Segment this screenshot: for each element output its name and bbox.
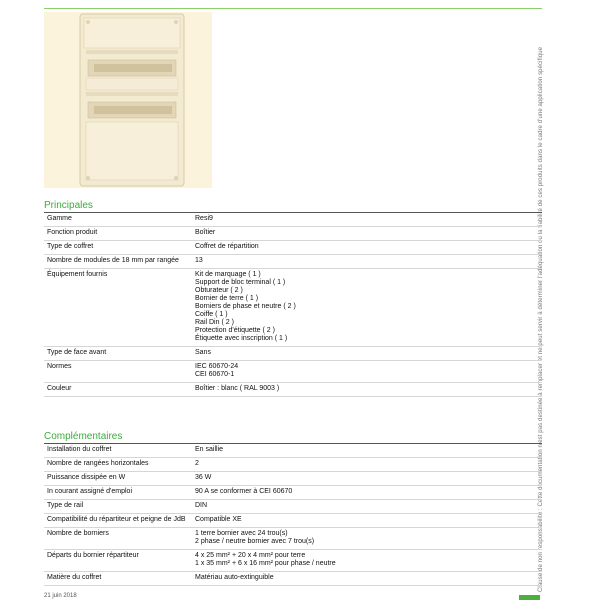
spec-row — [44, 528, 542, 550]
spec-value — [189, 383, 542, 397]
spec-row — [44, 550, 542, 572]
spec-row — [44, 269, 542, 347]
spec-label: Nombre de modules de 18 mm par rangée — [47, 257, 179, 264]
spec-label: Normes — [47, 363, 72, 370]
spec-value-line: 2 phase / neutre bornier avec 7 trou(s) — [195, 538, 315, 545]
spec-label: Nombre de rangées horizontales — [47, 460, 149, 467]
spec-value-line: Protection d'étiquette ( 2 ) — [195, 327, 275, 334]
spec-value-line: 90 A se conformer à CEI 60670 — [195, 488, 293, 495]
footer-date: 21 juin 2018 — [44, 593, 77, 599]
spec-value-line: Borniers de phase et neutre ( 2 ) — [195, 303, 296, 310]
spec-value-line: Resi9 — [195, 215, 213, 222]
spec-value — [189, 213, 542, 227]
spec-value-line: Sans — [195, 349, 211, 356]
spec-row — [44, 514, 542, 528]
spec-row — [44, 472, 542, 486]
spec-value-line: Étiquette avec inscription ( 1 ) — [195, 335, 288, 342]
spec-value — [189, 361, 542, 383]
spec-value — [189, 472, 542, 486]
spec-row — [44, 486, 542, 500]
spec-value — [189, 347, 542, 361]
spec-row — [44, 227, 542, 241]
spec-value — [189, 550, 542, 572]
spec-value-line: 1 terre bornier avec 24 trou(s) — [195, 530, 288, 537]
spec-label: Type de coffret — [47, 243, 94, 250]
spec-row — [44, 213, 542, 227]
spec-value-line: Boîtier — [195, 229, 216, 236]
spec-value-line: Boîtier : blanc ( RAL 9003 ) — [195, 385, 280, 392]
principales-title: Principales — [44, 200, 93, 211]
spec-label: Gamme — [47, 215, 72, 222]
spec-value — [189, 444, 542, 458]
product-image — [44, 12, 212, 188]
spec-label: Fonction produit — [47, 229, 98, 236]
spec-row — [44, 361, 542, 383]
complementaires-table — [44, 443, 542, 586]
spec-label: Compatibilité du répartiteur et peigne de JdB — [47, 516, 186, 523]
spec-value-line: Bornier de terre ( 1 ) — [195, 295, 259, 302]
spec-value — [189, 500, 542, 514]
spec-value-line: Obturateur ( 2 ) — [195, 287, 243, 294]
spec-value — [189, 528, 542, 550]
enclosure-illustration — [44, 12, 212, 188]
spec-value — [189, 572, 542, 586]
spec-label: Nombre de borniers — [47, 530, 109, 537]
spec-value-line: Coiffe ( 1 ) — [195, 311, 228, 318]
spec-row — [44, 347, 542, 361]
disclaimer-note: Clause de non responsabilité : Cette documentation n'est pas destinée à remplacer et ne peut servir à déterminer l'adéquation ou la fiabilité de ces produits dans le cadre d'une application spécifique — [538, 46, 544, 592]
spec-value — [189, 255, 542, 269]
footer-page-tab — [519, 595, 540, 600]
spec-label: Équipement fournis — [47, 271, 108, 278]
spec-label: Départs du bornier répartiteur — [47, 552, 139, 559]
spec-value-line: 36 W — [195, 474, 212, 481]
spec-row — [44, 241, 542, 255]
spec-value-line: Matériau auto-extinguible — [195, 574, 274, 581]
spec-row — [44, 572, 542, 586]
spec-value-line: 1 x 35 mm² + 6 x 16 mm² pour phase / neutre — [195, 560, 336, 567]
spec-label: In courant assigné d'emploi — [47, 488, 132, 495]
spec-value-line: En saillie — [195, 446, 224, 453]
spec-value — [189, 514, 542, 528]
spec-value-line: 4 x 25 mm² + 20 x 4 mm² pour terre — [195, 552, 306, 559]
spec-row — [44, 500, 542, 514]
complementaires-title: Complémentaires — [44, 431, 123, 442]
spec-label: Puissance dissipée en W — [47, 474, 126, 481]
spec-value-line: 2 — [195, 460, 199, 467]
spec-value — [189, 486, 542, 500]
spec-label: Type de face avant — [47, 349, 107, 356]
spec-label: Installation du coffret — [47, 446, 112, 453]
spec-value-line: Coffret de répartition — [195, 243, 259, 250]
spec-label: Type de rail — [47, 502, 84, 509]
spec-value — [189, 269, 542, 347]
spec-value — [189, 458, 542, 472]
spec-value-line: DIN — [195, 502, 208, 509]
spec-row — [44, 458, 542, 472]
principales-table — [44, 212, 542, 397]
top-divider — [44, 8, 542, 9]
spec-value-line: 13 — [195, 257, 203, 264]
spec-value — [189, 241, 542, 255]
spec-value-line: Kit de marquage ( 1 ) — [195, 271, 261, 278]
spec-value-line: IEC 60670-24 — [195, 363, 239, 370]
spec-row — [44, 383, 542, 397]
spec-row — [44, 255, 542, 269]
spec-value — [189, 227, 542, 241]
spec-value-line: Rail Din ( 2 ) — [195, 319, 234, 326]
spec-value-line: Support de bloc terminal ( 1 ) — [195, 279, 286, 286]
spec-row — [44, 444, 542, 458]
spec-label: Couleur — [47, 385, 72, 392]
spec-value-line: CEI 60670-1 — [195, 371, 235, 378]
spec-value-line: Compatible XE — [195, 516, 242, 523]
spec-label: Matière du coffret — [47, 574, 102, 581]
